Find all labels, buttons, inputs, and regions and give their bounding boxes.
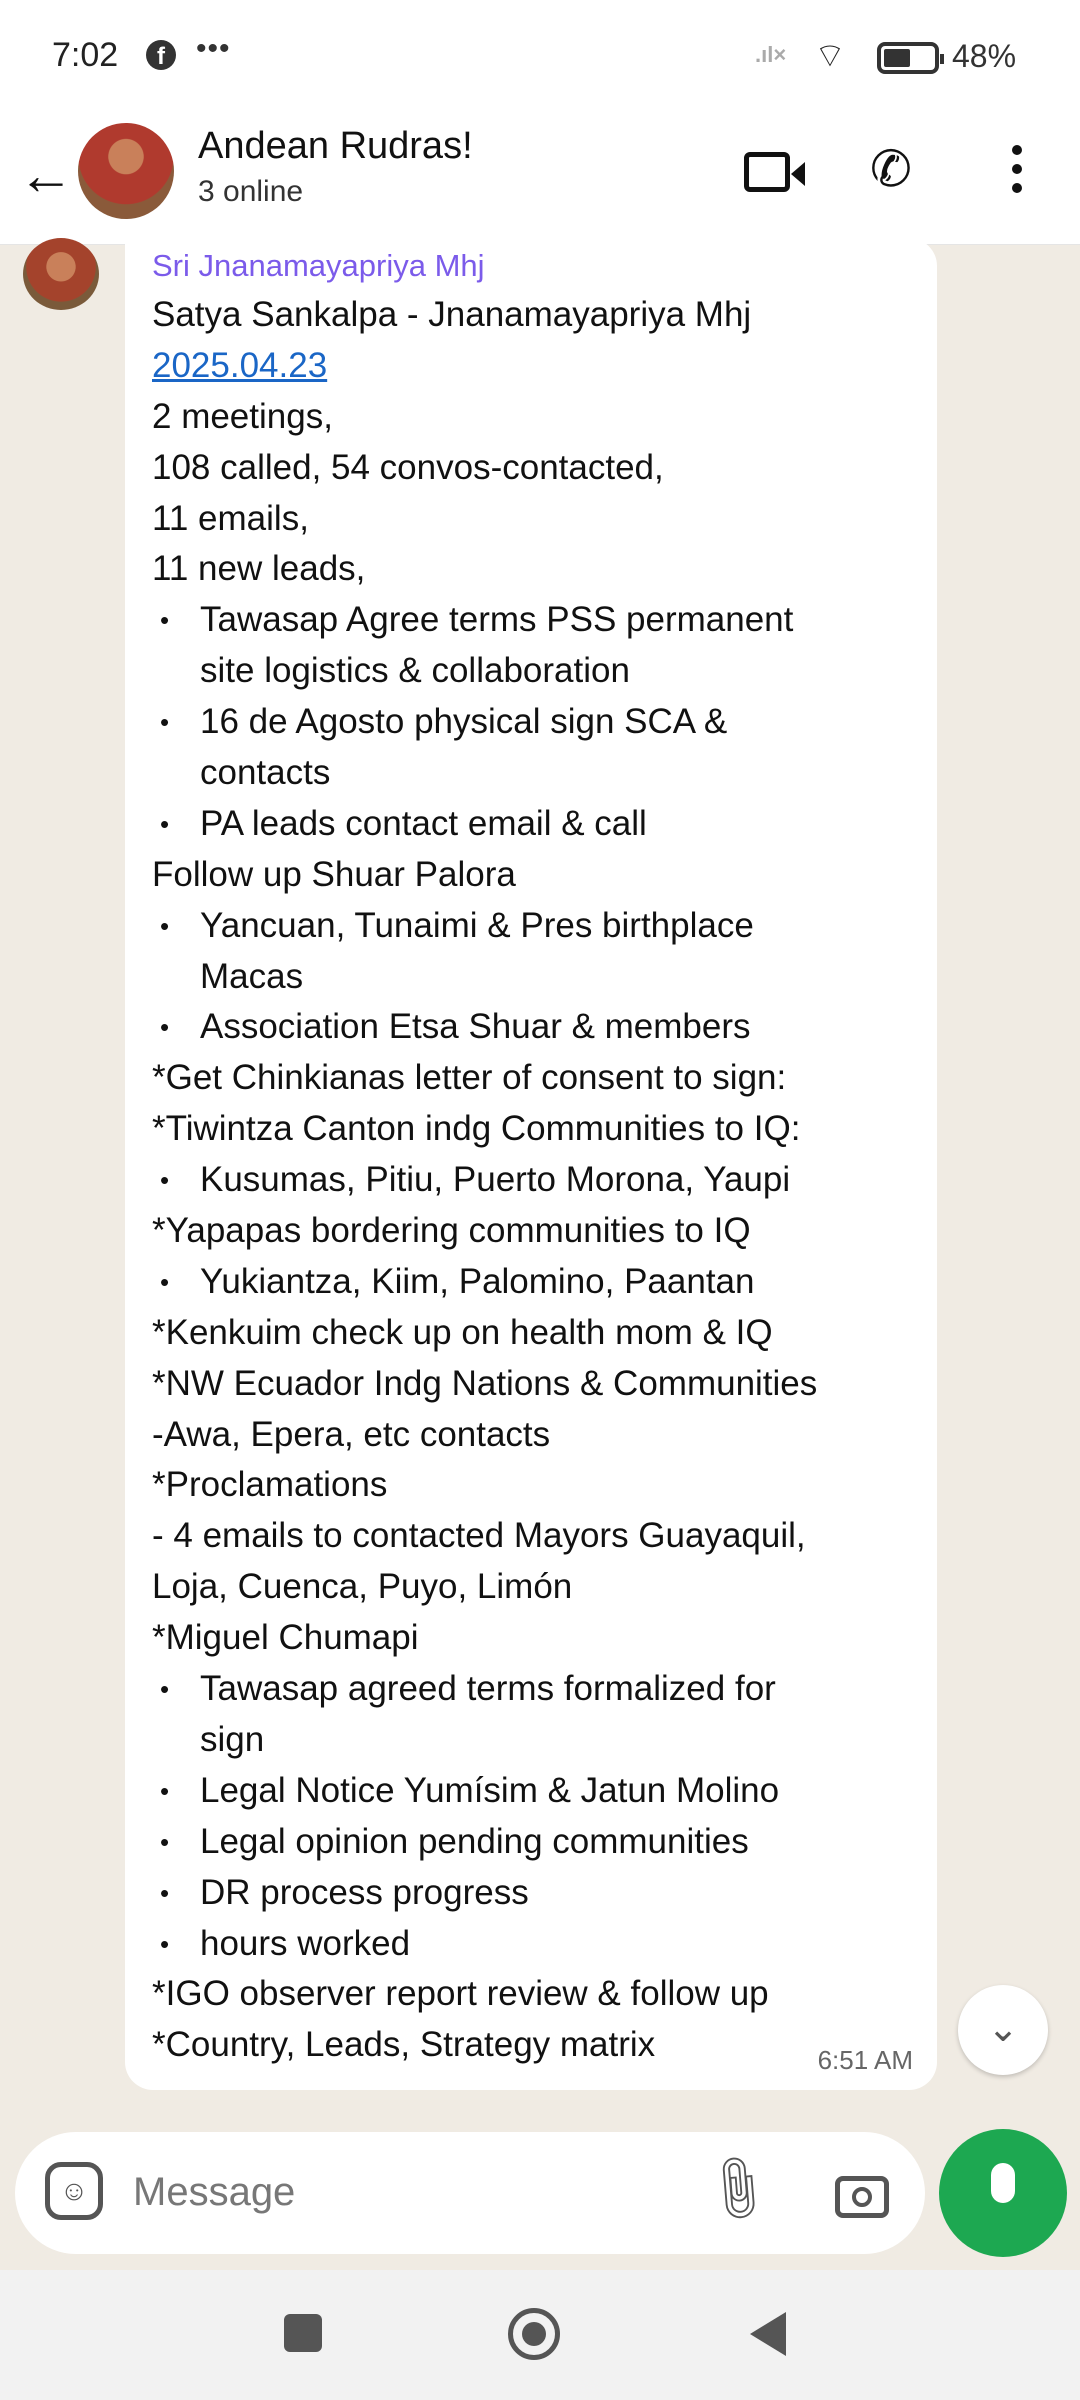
message-line: site logistics & collaboration <box>200 651 630 691</box>
sender-avatar[interactable] <box>23 238 99 310</box>
bullet-item: • Legal Notice Yumísim & Jatun Molino <box>152 1766 817 1817</box>
navigation-bar <box>0 2270 1080 2400</box>
message-line: Loja, Cuenca, Puyo, Limón <box>152 1567 573 1607</box>
message-line: 11 emails, <box>152 498 309 538</box>
battery-icon <box>877 42 939 74</box>
message-line: *Yapapas bordering communities to IQ <box>152 1211 751 1251</box>
message-line: *IGO observer report review & follow up <box>152 1974 769 2014</box>
signal-icon: .ıl× <box>755 42 787 67</box>
message-line: *Tiwintza Canton indg Communities to IQ: <box>152 1109 801 1149</box>
message-line: 108 called, 54 convos-contacted, <box>152 447 664 487</box>
message-line: Satya Sankalpa - Jnanamayapriya Mhj <box>152 295 752 334</box>
message-line: *Country, Leads, Strategy matrix <box>152 2025 656 2065</box>
message-line: *Proclamations <box>152 1465 388 1505</box>
scroll-down-button[interactable]: ⌄ <box>958 1985 1048 2075</box>
voice-record-button[interactable] <box>939 2129 1067 2257</box>
message-input[interactable]: Message <box>133 2170 296 2214</box>
bullet-item: • hours worked <box>152 1919 817 1970</box>
message-line: sign <box>200 1719 265 1759</box>
bullet-item: • Legal opinion pending communities <box>152 1817 817 1868</box>
chat-header <box>0 115 1080 245</box>
video-call-icon[interactable] <box>744 152 790 192</box>
message-body <box>152 290 817 2071</box>
mic-icon <box>991 2163 1015 2203</box>
message-line: *Kenkuim check up on health mom & IQ <box>152 1312 773 1352</box>
more-notifications-icon: ••• <box>196 32 231 65</box>
message-line: *Miguel Chumapi <box>152 1618 419 1658</box>
bullet-item: • 16 de Agosto physical sign SCA & <box>152 697 817 748</box>
message-line: -Awa, Epera, etc contacts <box>152 1414 551 1454</box>
bullet-item: • DR process progress <box>152 1868 817 1919</box>
bullet-item: • PA leads contact email & call <box>152 799 817 850</box>
message-bubble[interactable] <box>125 238 937 2090</box>
bullet-item: • Association Etsa Shuar & members <box>152 1002 817 1053</box>
clock: 7:02 <box>52 36 119 74</box>
message-time: 6:51 AM <box>817 2045 913 2075</box>
message-line: *Get Chinkianas letter of consent to sign: <box>152 1058 787 1098</box>
chat-title[interactable]: Andean Rudras! <box>198 125 473 167</box>
message-line: *NW Ecuador Indg Nations & Communities <box>152 1363 818 1403</box>
bullet-item: • Tawasap agreed terms formalized for <box>152 1664 817 1715</box>
wifi-icon: ⌔ <box>814 37 846 75</box>
back-button[interactable] <box>750 2312 786 2356</box>
date-link[interactable]: 2025.04.23 <box>152 345 328 385</box>
sender-name[interactable]: Sri Jnanamayapriya Mhj <box>152 248 485 283</box>
more-options-icon[interactable] <box>1012 145 1022 202</box>
bullet-item: • Yukiantza, Kiim, Palomino, Paantan <box>152 1257 817 1308</box>
bullet-item: • Tawasap Agree terms PSS permanent <box>152 595 817 646</box>
back-arrow-icon[interactable]: ← <box>18 143 74 206</box>
message-line: Follow up Shuar Palora <box>152 854 516 894</box>
phone-call-icon[interactable]: ✆ <box>870 141 912 197</box>
battery-percent: 48% <box>952 38 1017 74</box>
message-input-bar <box>15 2132 925 2254</box>
camera-icon[interactable] <box>835 2176 889 2218</box>
sticker-icon[interactable]: ☺ <box>45 2162 103 2220</box>
recents-button[interactable] <box>284 2314 322 2352</box>
facebook-icon: f <box>146 40 176 70</box>
online-count: 3 online <box>198 175 304 208</box>
message-line: 11 new leads, <box>152 549 366 589</box>
message-line: contacts <box>200 753 331 793</box>
attach-icon[interactable]: 📎︎ <box>696 2149 778 2230</box>
message-line: Macas <box>200 956 304 996</box>
message-line: 2 meetings, <box>152 396 333 436</box>
message-line: - 4 emails to contacted Mayors Guayaquil, <box>152 1516 806 1556</box>
group-avatar[interactable] <box>78 123 174 219</box>
bullet-item: • Yancuan, Tunaimi & Pres birthplace <box>152 901 817 952</box>
home-button[interactable] <box>508 2308 560 2360</box>
status-bar <box>0 0 1080 115</box>
bullet-item: • Kusumas, Pitiu, Puerto Morona, Yaupi <box>152 1155 817 1206</box>
